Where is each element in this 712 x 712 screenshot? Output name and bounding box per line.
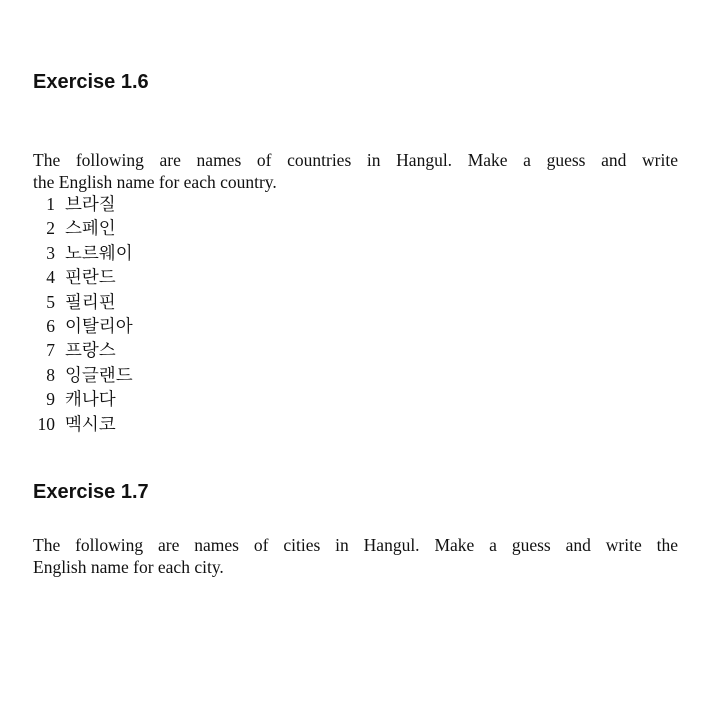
- item-number: 5: [46, 291, 55, 312]
- list-item: [33, 363, 133, 387]
- item-hangul: 브라질: [65, 194, 116, 214]
- text-line: the English name for each country.: [33, 172, 277, 192]
- item-number: 3: [46, 242, 55, 263]
- list-item: [33, 241, 133, 265]
- item-number: 1: [46, 194, 55, 214]
- item-number: 8: [46, 364, 55, 385]
- item-hangul: 핀란드: [65, 267, 116, 288]
- country-list: [33, 192, 133, 436]
- item-hangul: 노르웨이: [65, 242, 133, 263]
- exercise-1-6-instructions: [33, 149, 678, 193]
- item-number: 6: [46, 315, 55, 336]
- list-item: [33, 314, 133, 338]
- list-item: [33, 265, 133, 289]
- text-line: English name for each city.: [33, 557, 224, 577]
- list-item: [33, 216, 133, 240]
- item-hangul: 이탈리아: [65, 315, 133, 336]
- text-line: The following are names of cities in Hangul. Make a guess and write the: [33, 535, 678, 555]
- list-item: [33, 412, 133, 436]
- exercise-1-7-heading: Exercise 1.7: [33, 481, 149, 503]
- exercise-1-6-heading: Exercise 1.6: [33, 71, 149, 93]
- item-hangul: 스페인: [65, 218, 116, 239]
- item-number: 4: [46, 267, 55, 288]
- item-hangul: 잉글랜드: [65, 364, 133, 385]
- list-item: [33, 290, 133, 314]
- item-number: 10: [37, 413, 55, 434]
- item-hangul: 캐나다: [65, 389, 116, 410]
- item-number: 2: [46, 218, 55, 239]
- text-line: The following are names of countries in Hangul. Make a guess and write: [33, 150, 678, 170]
- list-item: [33, 387, 133, 411]
- item-number: 9: [46, 389, 55, 410]
- item-hangul: 프랑스: [65, 340, 116, 361]
- item-number: 7: [46, 340, 55, 361]
- list-item: [33, 338, 133, 362]
- item-hangul: 필리핀: [65, 291, 116, 312]
- exercise-1-7-instructions: [33, 534, 678, 578]
- item-hangul: 멕시코: [65, 413, 116, 434]
- list-item: [33, 192, 133, 216]
